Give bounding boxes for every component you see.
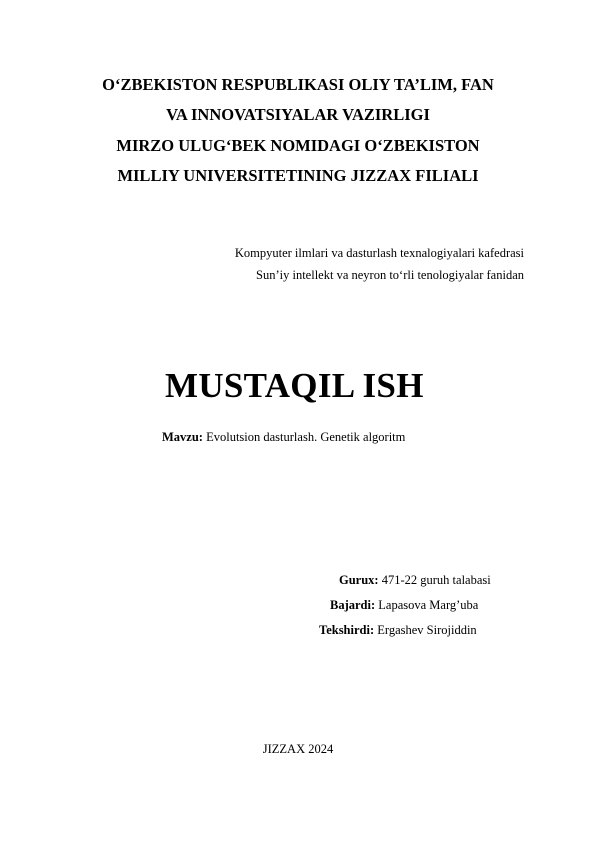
subject-name: Sun’iy intellekt va neyron to‘rli tenologiyalar fanidan [256, 268, 524, 282]
author-value: Lapasova Marg’uba [375, 598, 479, 612]
department-name: Kompyuter ilmlari va dasturlash texnalogiyalari kafedrasi [234, 246, 524, 260]
group-row [339, 573, 491, 588]
author-row [330, 598, 478, 613]
topic-row [162, 430, 405, 445]
checker-label: Tekshirdi: [319, 623, 375, 637]
group-value: 471-22 guruh talabasi [378, 573, 491, 587]
topic-label: Mavzu: [162, 430, 203, 444]
group-label: Gurux: [339, 573, 379, 587]
author-label: Bajardi: [330, 598, 376, 612]
checker-value: Ergashev Sirojiddin [374, 623, 477, 637]
university-line-2: MILLIY UNIVERSITETINING JIZZAX FILIALI [117, 166, 479, 185]
university-line-1: MIRZO ULUG‘BEK NOMIDAGI O‘ZBEKISTON [116, 136, 480, 155]
ministry-line-2: VA INNOVATSIYALAR VAZIRLIGI [166, 105, 430, 124]
topic-value: Evolutsion dasturlash. Genetik algoritm [202, 430, 406, 444]
document-title: MUSTAQIL ISH [165, 366, 424, 405]
ministry-line-1: O‘ZBEKISTON RESPUBLIKASI OLIY TA’LIM, FAN [102, 75, 494, 94]
checker-row [319, 623, 477, 638]
city-year: JIZZAX 2024 [262, 742, 334, 756]
